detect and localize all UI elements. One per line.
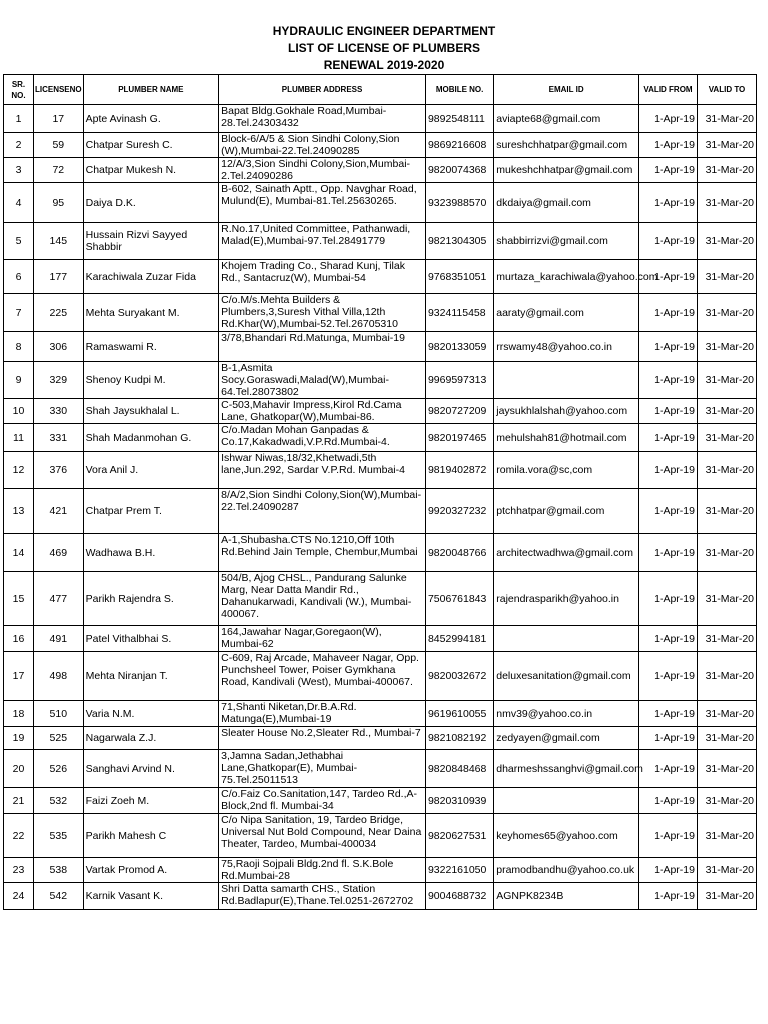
- cell-mobile: 9619610055: [425, 701, 493, 727]
- col-header-address: PLUMBER ADDRESS: [219, 75, 426, 105]
- cell-email: mehulshah81@hotmail.com: [494, 424, 639, 452]
- col-header-mobile: MOBILE NO.: [425, 75, 493, 105]
- cell-valid-to: 31-Mar-20: [697, 858, 756, 883]
- cell-valid-from: 1-Apr-19: [639, 399, 698, 424]
- cell-mobile: 9821082192: [425, 727, 493, 750]
- table-body: [4, 105, 757, 910]
- cell-valid-to: 31-Mar-20: [697, 534, 756, 572]
- cell-mobile: 7506761843: [425, 572, 493, 626]
- cell-mobile: 9768351051: [425, 260, 493, 294]
- cell-valid-to: 31-Mar-20: [697, 424, 756, 452]
- cell-mobile: 9820032672: [425, 652, 493, 701]
- cell-mobile: 9820627531: [425, 814, 493, 858]
- cell-license: 177: [33, 260, 83, 294]
- cell-valid-from: 1-Apr-19: [639, 727, 698, 750]
- cell-email: aviapte68@gmail.com: [494, 105, 639, 133]
- cell-valid-from: 1-Apr-19: [639, 362, 698, 399]
- cell-valid-from: 1-Apr-19: [639, 105, 698, 133]
- cell-plumber-name: Chatpar Suresh C.: [83, 133, 218, 158]
- cell-plumber-name: Faizi Zoeh M.: [83, 788, 218, 814]
- cell-address: 3,Jamna Sadan,Jethabhai Lane,Ghatkopar(E), Mumbai-75.Tel.25011513: [219, 750, 426, 788]
- cell-mobile: 9820197465: [425, 424, 493, 452]
- cell-plumber-name: Wadhawa B.H.: [83, 534, 218, 572]
- cell-address: C-609, Raj Arcade, Mahaveer Nagar, Opp. Punchsheel Tower, Poiser Gymkhana Road, Kandivali (West), Mumbai-400067.: [219, 652, 426, 701]
- cell-license: 329: [33, 362, 83, 399]
- cell-plumber-name: Nagarwala Z.J.: [83, 727, 218, 750]
- cell-valid-from: 1-Apr-19: [639, 223, 698, 260]
- cell-license: 469: [33, 534, 83, 572]
- cell-email: AGNPK8234B: [494, 883, 639, 910]
- cell-mobile: 9969597313: [425, 362, 493, 399]
- cell-valid-to: 31-Mar-20: [697, 183, 756, 223]
- cell-valid-from: 1-Apr-19: [639, 788, 698, 814]
- cell-sr: 7: [4, 294, 34, 332]
- cell-address: Shri Datta samarth CHS., Station Rd.Badlapur(E),Thane.Tel.0251-2672702: [219, 883, 426, 910]
- table-header-row: [4, 75, 757, 105]
- table-row: [4, 260, 757, 294]
- cell-sr: 22: [4, 814, 34, 858]
- table-row: [4, 814, 757, 858]
- cell-sr: 11: [4, 424, 34, 452]
- cell-valid-from: 1-Apr-19: [639, 294, 698, 332]
- cell-sr: 5: [4, 223, 34, 260]
- cell-sr: 16: [4, 626, 34, 652]
- cell-license: 95: [33, 183, 83, 223]
- table-row: [4, 534, 757, 572]
- cell-valid-to: 31-Mar-20: [697, 626, 756, 652]
- col-header-license: LICENSENO: [33, 75, 83, 105]
- cell-address: 504/B, Ajog CHSL., Pandurang Salunke Marg, Near Datta Mandir Rd., Dahanukarwadi, Kandivali (W.), Mumbai-400067.: [219, 572, 426, 626]
- cell-valid-to: 31-Mar-20: [697, 489, 756, 534]
- cell-address: 8/A/2,Sion Sindhi Colony,Sion(W),Mumbai-22.Tel.24090287: [219, 489, 426, 534]
- cell-license: 59: [33, 133, 83, 158]
- cell-license: 331: [33, 424, 83, 452]
- cell-sr: 10: [4, 399, 34, 424]
- table-row: [4, 727, 757, 750]
- cell-mobile: 9322161050: [425, 858, 493, 883]
- table-row: [4, 133, 757, 158]
- cell-email: rrswamy48@yahoo.co.in: [494, 332, 639, 362]
- cell-valid-from: 1-Apr-19: [639, 883, 698, 910]
- renewal-title: RENEWAL 2019-2020: [323, 58, 445, 72]
- cell-sr: 12: [4, 452, 34, 489]
- cell-address: 12/A/3,Sion Sindhi Colony,Sion,Mumbai-2.Tel.24090286: [219, 158, 426, 183]
- cell-plumber-name: Varia N.M.: [83, 701, 218, 727]
- cell-license: 510: [33, 701, 83, 727]
- cell-mobile: 9821304305: [425, 223, 493, 260]
- col-header-valid-to: VALID TO: [697, 75, 756, 105]
- cell-valid-to: 31-Mar-20: [697, 701, 756, 727]
- cell-license: 145: [33, 223, 83, 260]
- cell-address: A-1,Shubasha.CTS No.1210,Off 10th Rd.Behind Jain Temple, Chembur,Mumbai: [219, 534, 426, 572]
- table-row: [4, 788, 757, 814]
- cell-mobile: 9820727209: [425, 399, 493, 424]
- cell-mobile: 9892548111: [425, 105, 493, 133]
- table-row: [4, 332, 757, 362]
- cell-valid-to: 31-Mar-20: [697, 814, 756, 858]
- cell-license: 477: [33, 572, 83, 626]
- cell-license: 532: [33, 788, 83, 814]
- cell-valid-to: 31-Mar-20: [697, 399, 756, 424]
- cell-address: 75,Raoji Sojpali Bldg.2nd fl. S.K.Bole Rd.Mumbai-28: [219, 858, 426, 883]
- cell-valid-from: 1-Apr-19: [639, 626, 698, 652]
- cell-valid-to: 31-Mar-20: [697, 332, 756, 362]
- cell-valid-from: 1-Apr-19: [639, 158, 698, 183]
- cell-address: C/o.Faiz Co.Sanitation,147, Tardeo Rd.,A-Block,2nd fl. Mumbai-34: [219, 788, 426, 814]
- table-row: [4, 883, 757, 910]
- cell-plumber-name: Mehta Suryakant M.: [83, 294, 218, 332]
- cell-sr: 9: [4, 362, 34, 399]
- cell-sr: 4: [4, 183, 34, 223]
- cell-email: rajendrasparikh@yahoo.in: [494, 572, 639, 626]
- table-row: [4, 626, 757, 652]
- cell-email: dharmeshssanghvi@gmail.com: [494, 750, 639, 788]
- cell-license: 491: [33, 626, 83, 652]
- cell-plumber-name: Parikh Mahesh C: [83, 814, 218, 858]
- cell-mobile: 9820848468: [425, 750, 493, 788]
- cell-email: architectwadhwa@gmail.com: [494, 534, 639, 572]
- table-row: [4, 183, 757, 223]
- table-row: [4, 858, 757, 883]
- table-row: [4, 362, 757, 399]
- cell-valid-to: 31-Mar-20: [697, 652, 756, 701]
- table-row: [4, 701, 757, 727]
- cell-valid-to: 31-Mar-20: [697, 452, 756, 489]
- list-title: LIST OF LICENSE OF PLUMBERS: [287, 41, 480, 55]
- cell-plumber-name: Patel Vithalbhai S.: [83, 626, 218, 652]
- cell-email: keyhomes65@yahoo.com: [494, 814, 639, 858]
- cell-valid-to: 31-Mar-20: [697, 133, 756, 158]
- cell-valid-to: 31-Mar-20: [697, 223, 756, 260]
- cell-plumber-name: Karnik Vasant K.: [83, 883, 218, 910]
- cell-license: 376: [33, 452, 83, 489]
- cell-valid-to: 31-Mar-20: [697, 362, 756, 399]
- cell-mobile: 9820074368: [425, 158, 493, 183]
- cell-address: 3/78,Bhandari Rd.Matunga, Mumbai-19: [219, 332, 426, 362]
- cell-sr: 2: [4, 133, 34, 158]
- cell-mobile: 9869216608: [425, 133, 493, 158]
- cell-email: sureshchhatpar@gmail.com: [494, 133, 639, 158]
- cell-plumber-name: Parikh Rajendra S.: [83, 572, 218, 626]
- cell-sr: 8: [4, 332, 34, 362]
- cell-mobile: 9820048766: [425, 534, 493, 572]
- cell-email: jaysukhlalshah@yahoo.com: [494, 399, 639, 424]
- cell-sr: 23: [4, 858, 34, 883]
- cell-valid-to: 31-Mar-20: [697, 260, 756, 294]
- cell-license: 421: [33, 489, 83, 534]
- cell-plumber-name: Karachiwala Zuzar Fida: [83, 260, 218, 294]
- cell-valid-from: 1-Apr-19: [639, 750, 698, 788]
- cell-address: Khojem Trading Co., Sharad Kunj, Tilak Rd., Santacruz(W), Mumbai-54: [219, 260, 426, 294]
- cell-address: R.No.17,United Committee, Pathanwadi, Malad(E),Mumbai-97.Tel.28491779: [219, 223, 426, 260]
- cell-plumber-name: Daiya D.K.: [83, 183, 218, 223]
- cell-sr: 24: [4, 883, 34, 910]
- cell-valid-from: 1-Apr-19: [639, 424, 698, 452]
- cell-email: dkdaiya@gmail.com: [494, 183, 639, 223]
- table-row: [4, 572, 757, 626]
- cell-plumber-name: Ramaswami R.: [83, 332, 218, 362]
- cell-plumber-name: Mehta Niranjan T.: [83, 652, 218, 701]
- cell-address: Bapat Bldg.Gokhale Road,Mumbai-28.Tel.24303432: [219, 105, 426, 133]
- cell-email: [494, 626, 639, 652]
- cell-license: 525: [33, 727, 83, 750]
- table-row: [4, 452, 757, 489]
- cell-valid-from: 1-Apr-19: [639, 183, 698, 223]
- col-header-email: EMAIL ID: [494, 75, 639, 105]
- cell-valid-from: 1-Apr-19: [639, 814, 698, 858]
- cell-mobile: 9323988570: [425, 183, 493, 223]
- cell-sr: 19: [4, 727, 34, 750]
- cell-license: 330: [33, 399, 83, 424]
- cell-sr: 18: [4, 701, 34, 727]
- cell-email: deluxesanitation@gmail.com: [494, 652, 639, 701]
- cell-sr: 3: [4, 158, 34, 183]
- cell-email: [494, 788, 639, 814]
- cell-address: 164,Jawahar Nagar,Goregaon(W), Mumbai-62: [219, 626, 426, 652]
- cell-mobile: 9324115458: [425, 294, 493, 332]
- table-row: [4, 424, 757, 452]
- cell-sr: 21: [4, 788, 34, 814]
- cell-mobile: 9920327232: [425, 489, 493, 534]
- cell-mobile: 9819402872: [425, 452, 493, 489]
- cell-license: 535: [33, 814, 83, 858]
- cell-valid-to: 31-Mar-20: [697, 294, 756, 332]
- cell-valid-from: 1-Apr-19: [639, 534, 698, 572]
- table-row: [4, 750, 757, 788]
- cell-license: 72: [33, 158, 83, 183]
- cell-valid-from: 1-Apr-19: [639, 452, 698, 489]
- cell-sr: 15: [4, 572, 34, 626]
- cell-license: 542: [33, 883, 83, 910]
- cell-plumber-name: Shah Madanmohan G.: [83, 424, 218, 452]
- table-row: [4, 489, 757, 534]
- cell-email: ptchhatpar@gmail.com: [494, 489, 639, 534]
- cell-plumber-name: Vartak Promod A.: [83, 858, 218, 883]
- cell-plumber-name: Shenoy Kudpi M.: [83, 362, 218, 399]
- cell-sr: 14: [4, 534, 34, 572]
- cell-valid-from: 1-Apr-19: [639, 701, 698, 727]
- cell-license: 498: [33, 652, 83, 701]
- table-row: [4, 399, 757, 424]
- cell-address: C-503,Mahavir Impress,Kirol Rd.Cama Lane, Ghatkopar(W),Mumbai-86.: [219, 399, 426, 424]
- cell-valid-from: 1-Apr-19: [639, 572, 698, 626]
- cell-plumber-name: Chatpar Mukesh N.: [83, 158, 218, 183]
- cell-valid-to: 31-Mar-20: [697, 158, 756, 183]
- cell-email: nmv39@yahoo.co.in: [494, 701, 639, 727]
- cell-mobile: 9820310939: [425, 788, 493, 814]
- table-row: [4, 652, 757, 701]
- table-row: [4, 105, 757, 133]
- table-row: [4, 294, 757, 332]
- cell-plumber-name: Apte Avinash G.: [83, 105, 218, 133]
- cell-valid-from: 1-Apr-19: [639, 133, 698, 158]
- cell-plumber-name: Sanghavi Arvind N.: [83, 750, 218, 788]
- cell-address: Sleater House No.2,Sleater Rd., Mumbai-7: [219, 727, 426, 750]
- cell-address: C/o.M/s.Mehta Builders & Plumbers,3,Suresh Vithal Villa,12th Rd.Khar(W),Mumbai-52.Tel.26705310: [219, 294, 426, 332]
- cell-sr: 1: [4, 105, 34, 133]
- cell-plumber-name: Hussain Rizvi Sayyed Shabbir: [83, 223, 218, 260]
- cell-plumber-name: Shah Jaysukhalal L.: [83, 399, 218, 424]
- cell-email: romila.vora@sc,com: [494, 452, 639, 489]
- cell-mobile: 9820133059: [425, 332, 493, 362]
- table-row: [4, 158, 757, 183]
- col-header-valid-from: VALID FROM: [639, 75, 698, 105]
- cell-address: Ishwar Niwas,18/32,Khetwadi,5th lane,Jun.292, Sardar V.P.Rd. Mumbai-4: [219, 452, 426, 489]
- cell-email: murtaza_karachiwala@yahoo.com: [494, 260, 639, 294]
- cell-address: C/o.Madan Mohan Ganpadas & Co.17,Kakadwadi,V.P.Rd.Mumbai-4.: [219, 424, 426, 452]
- cell-plumber-name: Chatpar Prem T.: [83, 489, 218, 534]
- cell-sr: 13: [4, 489, 34, 534]
- cell-license: 538: [33, 858, 83, 883]
- cell-valid-to: 31-Mar-20: [697, 572, 756, 626]
- cell-valid-from: 1-Apr-19: [639, 260, 698, 294]
- cell-license: 225: [33, 294, 83, 332]
- col-header-name: PLUMBER NAME: [83, 75, 218, 105]
- cell-license: 306: [33, 332, 83, 362]
- cell-plumber-name: Vora Anil J.: [83, 452, 218, 489]
- cell-valid-from: 1-Apr-19: [639, 858, 698, 883]
- cell-license: 526: [33, 750, 83, 788]
- cell-mobile: 9004688732: [425, 883, 493, 910]
- cell-sr: 20: [4, 750, 34, 788]
- cell-address: C/o Nipa Sanitation, 19, Tardeo Bridge, Universal Nut Bold Compound, Near Daina Theater, Tardeo, Mumbai-400034: [219, 814, 426, 858]
- cell-valid-from: 1-Apr-19: [639, 489, 698, 534]
- cell-address: B-1,Asmita Socy.Goraswadi,Malad(W),Mumbai-64.Tel.28073802: [219, 362, 426, 399]
- cell-email: [494, 362, 639, 399]
- cell-sr: 6: [4, 260, 34, 294]
- cell-valid-to: 31-Mar-20: [697, 788, 756, 814]
- cell-address: 71,Shanti Niketan,Dr.B.A.Rd. Matunga(E),Mumbai-19: [219, 701, 426, 727]
- department-title: HYDRAULIC ENGINEER DEPARTMENT: [272, 24, 496, 38]
- cell-valid-to: 31-Mar-20: [697, 750, 756, 788]
- cell-valid-to: 31-Mar-20: [697, 105, 756, 133]
- table-row: [4, 223, 757, 260]
- cell-address: B-602, Sainath Aptt., Opp. Navghar Road, Mulund(E), Mumbai-81.Tel.25630265.: [219, 183, 426, 223]
- cell-email: mukeshchhatpar@gmail.com: [494, 158, 639, 183]
- cell-valid-to: 31-Mar-20: [697, 727, 756, 750]
- cell-email: aaraty@gmail.com: [494, 294, 639, 332]
- cell-email: shabbirrizvi@gmail.com: [494, 223, 639, 260]
- plumbers-table: [3, 74, 757, 910]
- cell-valid-to: 31-Mar-20: [697, 883, 756, 910]
- cell-mobile: 8452994181: [425, 626, 493, 652]
- cell-license: 17: [33, 105, 83, 133]
- cell-valid-from: 1-Apr-19: [639, 332, 698, 362]
- cell-sr: 17: [4, 652, 34, 701]
- cell-email: zedyayen@gmail.com: [494, 727, 639, 750]
- cell-email: pramodbandhu@yahoo.co.uk: [494, 858, 639, 883]
- cell-address: Block-6/A/5 & Sion Sindhi Colony,Sion (W),Mumbai-22.Tel.24090285: [219, 133, 426, 158]
- cell-valid-from: 1-Apr-19: [639, 652, 698, 701]
- col-header-sr: SR. NO.: [4, 75, 34, 105]
